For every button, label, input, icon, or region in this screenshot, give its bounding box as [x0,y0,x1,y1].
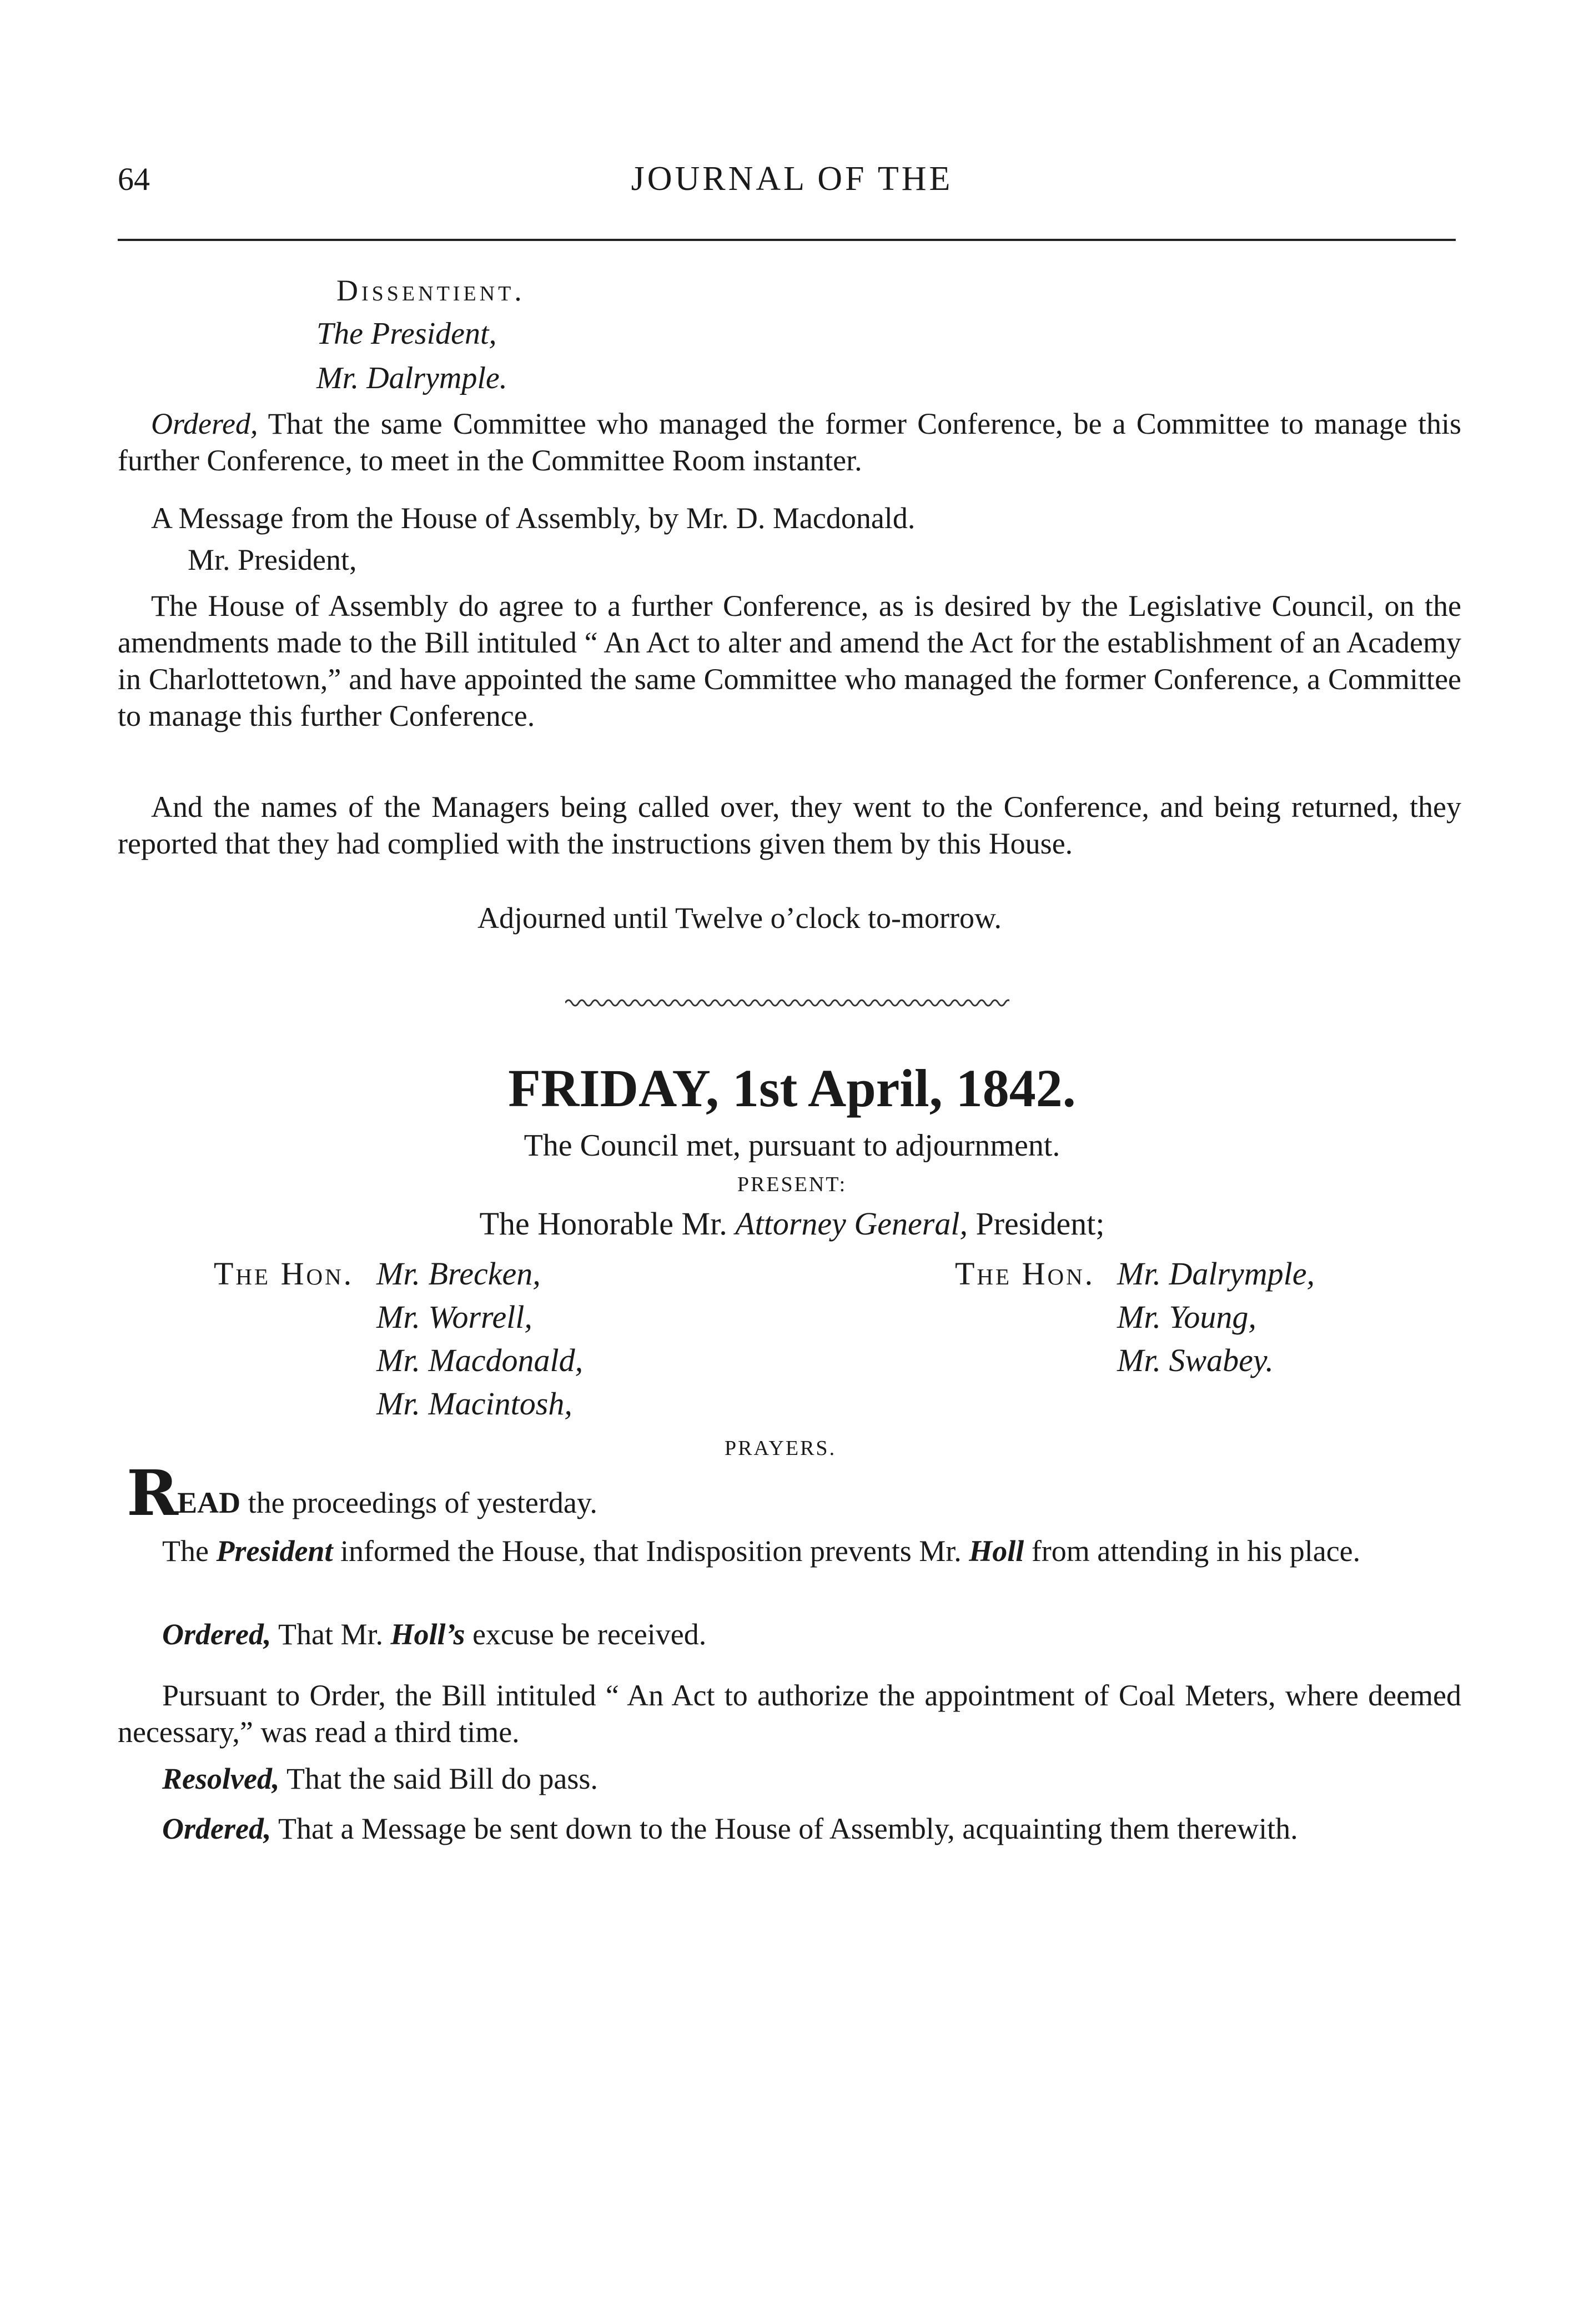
president-word: President [216,1534,333,1568]
member-name: Mr. Young, [1117,1299,1256,1335]
dissentient-heading: Dissentient. [336,274,525,307]
ornamental-divider [565,997,1009,1009]
message-sent-paragraph [118,1810,1461,1847]
president-prefix: The Honorable Mr. [479,1206,736,1242]
president-line [0,1205,1584,1243]
adjourned-line: Adjourned until Twelve o’clock to-morrow. [477,901,1002,935]
resolved-text: That the said Bill do pass. [279,1762,598,1795]
drop-cap: R [127,1457,178,1530]
present-label: PRESENT: [737,1173,847,1196]
text-run: from attending in his place. [1024,1534,1361,1568]
message-body [118,588,1461,734]
prayers-label: PRAYERS. [725,1437,837,1460]
excuse-paragraph [118,1616,1461,1653]
bill-text: Pursuant to Order, the Bill intituled “ An Act to authorize the appointment of Coal Meters, where deemed necessary,” was read a third time. [118,1679,1461,1749]
text-run: The [162,1534,217,1568]
running-head: JOURNAL OF THE [631,160,953,198]
managers-paragraph [118,789,1461,862]
hon-prefix-left: The Hon. [214,1256,354,1292]
ordered-text: That the same Committee who managed the former Conference, be a Committee to manage this further Conference, to meet in the Committee Room instanter. [118,407,1461,477]
member-name: Mr. Swabey. [1117,1342,1274,1378]
dissentient-name: Mr. Dalrymple. [316,361,507,395]
ordered-lead: Ordered, [162,1618,271,1651]
holl-name: Holl [969,1534,1024,1568]
council-met-line: The Council met, pursuant to adjournment. [524,1128,1060,1163]
ordered-lead: Ordered, [151,407,258,440]
message-sent-text: That a Message be sent down to the House of Assembly, acquainting them therewith. [271,1812,1298,1845]
president-suffix: President; [967,1206,1105,1242]
member-name: Mr. Macdonald, [376,1342,584,1378]
text-run: excuse be received. [465,1618,707,1651]
header-rule [118,239,1456,241]
read-line [127,1457,597,1530]
message-line: A Message from the House of Assembly, by Mr. D. Macdonald. [151,501,916,535]
ordered-committee-paragraph [118,405,1461,479]
member-name: Mr. Brecken, [376,1256,541,1292]
text-run: informed the House, that Indisposition prevents Mr. [333,1534,969,1568]
message-body-text: The House of Assembly do agree to a further Conference, as is desired by the Legislative Council, on the amendments made to the Bill intituled “ An Act to alter and amend the Act for the establishment of an Academy in Charlottetown,” and have appointed the same Committee who managed the former Conference, a Committee to manage this further Conference. [118,589,1461,732]
holls-name: Holl’s [390,1618,465,1651]
managers-text: And the names of the Managers being called over, they went to the Conference, and being returned, they reported that they had complied with the instructions given them by this House. [118,790,1461,860]
hon-prefix-right: The Hon. [955,1256,1095,1292]
president-informed-paragraph [118,1533,1461,1569]
member-name: Mr. Dalrymple, [1117,1256,1315,1292]
text-run: That Mr. [271,1618,391,1651]
president-title: Attorney General, [735,1206,968,1242]
resolved-paragraph [118,1760,1461,1797]
read-rest: the proceedings of yesterday. [240,1486,597,1519]
date-heading: FRIDAY, 1st April, 1842. [508,1058,1076,1118]
read-cap-rest: EAD [177,1486,241,1519]
message-salutation: Mr. President, [188,543,357,576]
page-number: 64 [118,161,150,197]
resolved-lead: Resolved, [162,1762,280,1795]
bill-paragraph [118,1677,1461,1750]
member-name: Mr. Macintosh, [376,1386,572,1422]
dissentient-name: The President, [316,317,497,351]
member-name: Mr. Worrell, [376,1299,532,1335]
ordered-lead: Ordered, [162,1812,271,1845]
